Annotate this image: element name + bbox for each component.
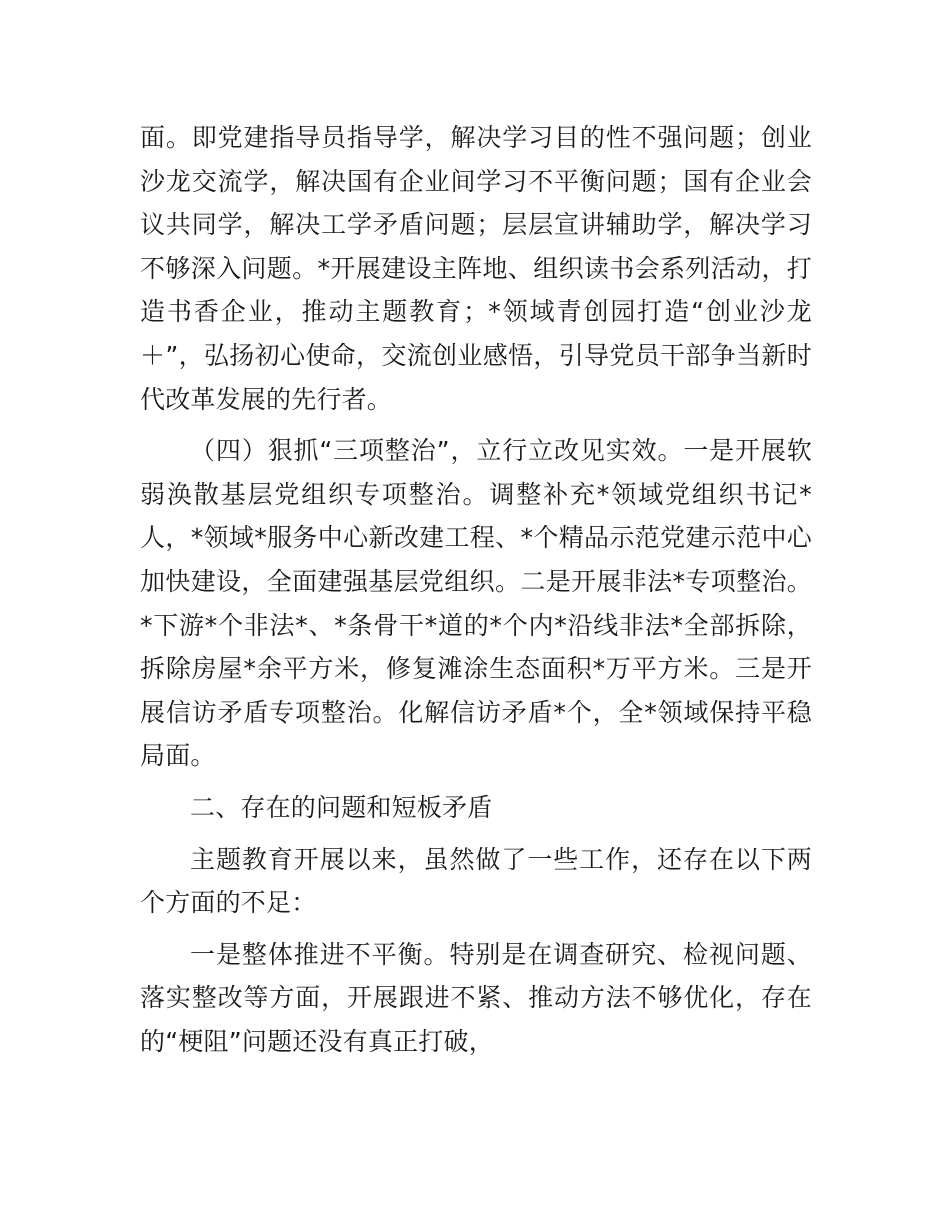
paragraph-shortcomings-intro: 主题教育开展以来，虽然做了一些工作，还存在以下两个方面的不足： bbox=[140, 844, 812, 918]
paragraph-three-rectifications: （四）狠抓“三项整治”，立行立改见实效。一是开展软弱涣散基层党组织专项整治。调整补充*领域党组织书记*人，*领域*服务中心新改建工程、*个精品示范党建示范中心加快建设，全面建强基层党组织。二是开展非法*专项整治。*下游*个非法*、*条骨干*道的*个内*沿线非法*全部拆除，拆除房屋*余平方米，修复滩涂生态面积*万平方米。三是开展信访矛盾专项整治。化解信访矛盾*个，全*领域保持平稳局面。 bbox=[140, 436, 812, 771]
paragraph-study-methods: 面。即党建指导员指导学，解决学习目的性不强问题；创业沙龙交流学，解决国有企业间学习不平衡问题；国有企业会议共同学，解决工学矛盾问题；层层宣讲辅助学，解决学习不够深入问题。*开展建设主阵地、组织读书会系列活动，打造书香企业，推动主题教育；*领域青创园打造“创业沙龙＋”，弘扬初心使命，交流创业感悟，引导党员干部争当新时代改革发展的先行者。 bbox=[140, 123, 812, 414]
document-body bbox=[140, 116, 812, 1063]
paragraph-uneven-progress: 一是整体推进不平衡。特别是在调查研究、检视问题、落实整改等方面，开展跟进不紧、推动方法不够优化，存在的“梗阻”问题还没有真正打破， bbox=[140, 939, 812, 1056]
section-heading-problems: 二、存在的问题和短板矛盾 bbox=[190, 792, 493, 822]
